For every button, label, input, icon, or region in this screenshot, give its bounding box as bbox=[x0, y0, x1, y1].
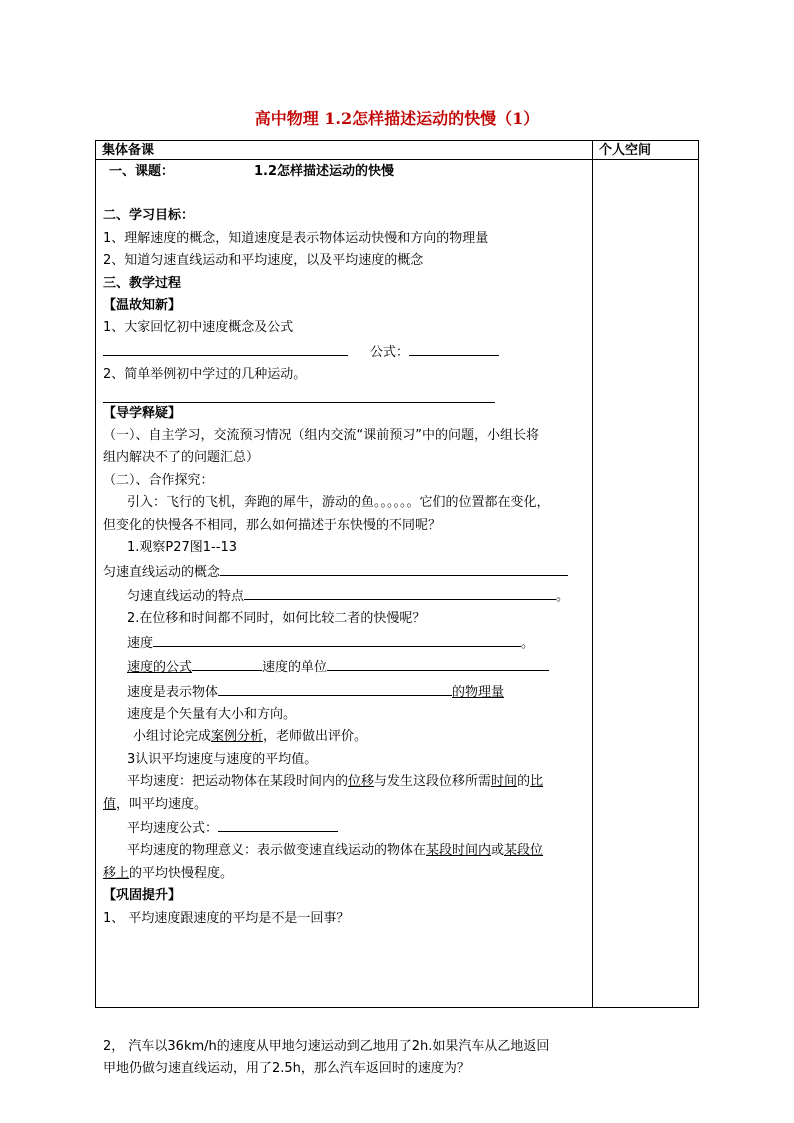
case-analysis: 案例分析 bbox=[211, 729, 264, 745]
speed-line bbox=[103, 631, 588, 655]
motion-examples-blank[interactable] bbox=[103, 387, 495, 403]
concept-blank[interactable] bbox=[103, 340, 348, 356]
uniform-feature-label: 匀速直线运动的特点 bbox=[127, 588, 245, 604]
speed-label: 速度 bbox=[127, 635, 154, 651]
group-suffix: ，老师做出评价。 bbox=[263, 729, 368, 745]
topic-line bbox=[103, 161, 588, 183]
average-speed-heading: 3认识平均速度与速度的平均值。 bbox=[127, 751, 318, 767]
group-discussion-line bbox=[103, 726, 588, 748]
period-mark: 。 bbox=[521, 635, 535, 651]
process-heading: 三、教学过程 bbox=[103, 275, 182, 291]
speed-unit-blank[interactable] bbox=[327, 655, 549, 671]
speed-formula-line bbox=[103, 655, 588, 679]
self-study-line-2: 组内解决不了的问题汇总） bbox=[103, 450, 260, 466]
self-study-line-1: （一）、自主学习，交流预习情况（组内交流“课前预习”中的问题，小组长将 bbox=[103, 428, 539, 444]
lesson-table bbox=[95, 140, 699, 1077]
observe-instruction: 1.观察P27图1--13 bbox=[127, 540, 237, 556]
speed-blank[interactable] bbox=[153, 631, 521, 647]
exercise-question-2-line-2: 甲地仍做匀速直线运动，用了2.5h，那么汽车返回时的速度为？ bbox=[103, 1061, 470, 1077]
topic-label: 一、课题： bbox=[109, 164, 175, 179]
column-header-side: 个人空间 bbox=[599, 143, 652, 158]
average-speed-meaning-1: 平均速度的物理意义：表示做变速直线运动的物体在某段时间内或某段位 bbox=[127, 843, 544, 859]
review-blank-line bbox=[103, 340, 588, 364]
topic-title: 1.2怎样描述运动的快慢 bbox=[254, 164, 395, 179]
average-speed-formula-line bbox=[103, 816, 588, 840]
cooperation-heading: （二）、合作探究： bbox=[103, 472, 214, 488]
lesson-content bbox=[103, 161, 588, 1081]
goal-1: 1、理解速度的概念，知道速度是表示物体运动快慢和方向的物理量 bbox=[103, 230, 489, 246]
period-mark: 。 bbox=[556, 588, 570, 604]
speed-vector-note: 速度是个矢量有大小和方向。 bbox=[127, 706, 297, 722]
column-divider bbox=[592, 141, 593, 1007]
average-speed-definition-1: 平均速度：把运动物体在某段时间内的位移与发生这段位移所需时间的比 bbox=[127, 774, 544, 790]
average-speed-definition-2: 值，叫平均速度。 bbox=[103, 796, 208, 812]
speed-unit-label: 速度的单位 bbox=[262, 660, 328, 676]
goal-2: 2、知道匀速直线运动和平均速度，以及平均速度的概念 bbox=[103, 253, 424, 269]
speed-meaning-prefix: 速度是表示物体 bbox=[127, 684, 219, 700]
intro-line-1: 引入：飞行的飞机，奔跑的犀牛，游动的鱼。。。。。。它们的位置都在变化， bbox=[127, 495, 550, 511]
header-divider bbox=[96, 159, 698, 160]
exercise-question-2-line-1: 2， 汽车以36km/h的速度从甲地匀速运动到乙地用了2h.如果汽车从乙地返回 bbox=[103, 1039, 550, 1054]
formula-label: 公式： bbox=[370, 344, 410, 360]
uniform-concept-label: 匀速直线运动的概念 bbox=[103, 564, 221, 580]
formula-blank[interactable] bbox=[409, 340, 499, 356]
goals-heading: 二、学习目标： bbox=[103, 208, 195, 224]
column-header-main: 集体备课 bbox=[102, 143, 155, 158]
consolidate-heading: 【巩固提升】 bbox=[103, 888, 182, 904]
speed-meaning-blank[interactable] bbox=[218, 680, 452, 696]
speed-meaning-line bbox=[103, 680, 588, 704]
average-speed-formula-label: 平均速度公式： bbox=[127, 820, 219, 836]
average-speed-formula-blank[interactable] bbox=[218, 816, 338, 832]
review-question-1: 1、大家回忆初中速度概念及公式 bbox=[103, 320, 294, 336]
uniform-feature-line bbox=[103, 584, 588, 608]
review-heading: 【温故知新】 bbox=[103, 298, 182, 314]
speed-formula-label: 速度的公式 bbox=[127, 660, 193, 676]
group-prefix: 小组讨论完成 bbox=[133, 729, 212, 745]
exercise-question-1: 1、 平均速度跟速度的平均是不是一回事？ bbox=[103, 910, 350, 926]
review-question-2: 2、简单举例初中学过的几种运动。 bbox=[103, 367, 307, 383]
speed-formula-blank[interactable] bbox=[192, 655, 262, 671]
document-title: 高中物理 1.2怎样描述运动的快慢（1） bbox=[254, 109, 540, 128]
uniform-concept-blank[interactable] bbox=[220, 560, 568, 576]
intro-line-2: 但变化的快慢各不相同，那么如何描述于东快慢的不同呢？ bbox=[103, 517, 442, 533]
uniform-concept-line bbox=[103, 560, 588, 584]
guide-heading: 【导学释疑】 bbox=[103, 405, 182, 421]
uniform-feature-blank[interactable] bbox=[244, 584, 556, 600]
compare-question: 2.在位移和时间都不同时，如何比较二者的快慢呢？ bbox=[127, 611, 426, 627]
speed-meaning-suffix: 的物理量 bbox=[452, 684, 505, 700]
average-speed-meaning-2: 移上的平均快慢程度。 bbox=[103, 865, 234, 881]
